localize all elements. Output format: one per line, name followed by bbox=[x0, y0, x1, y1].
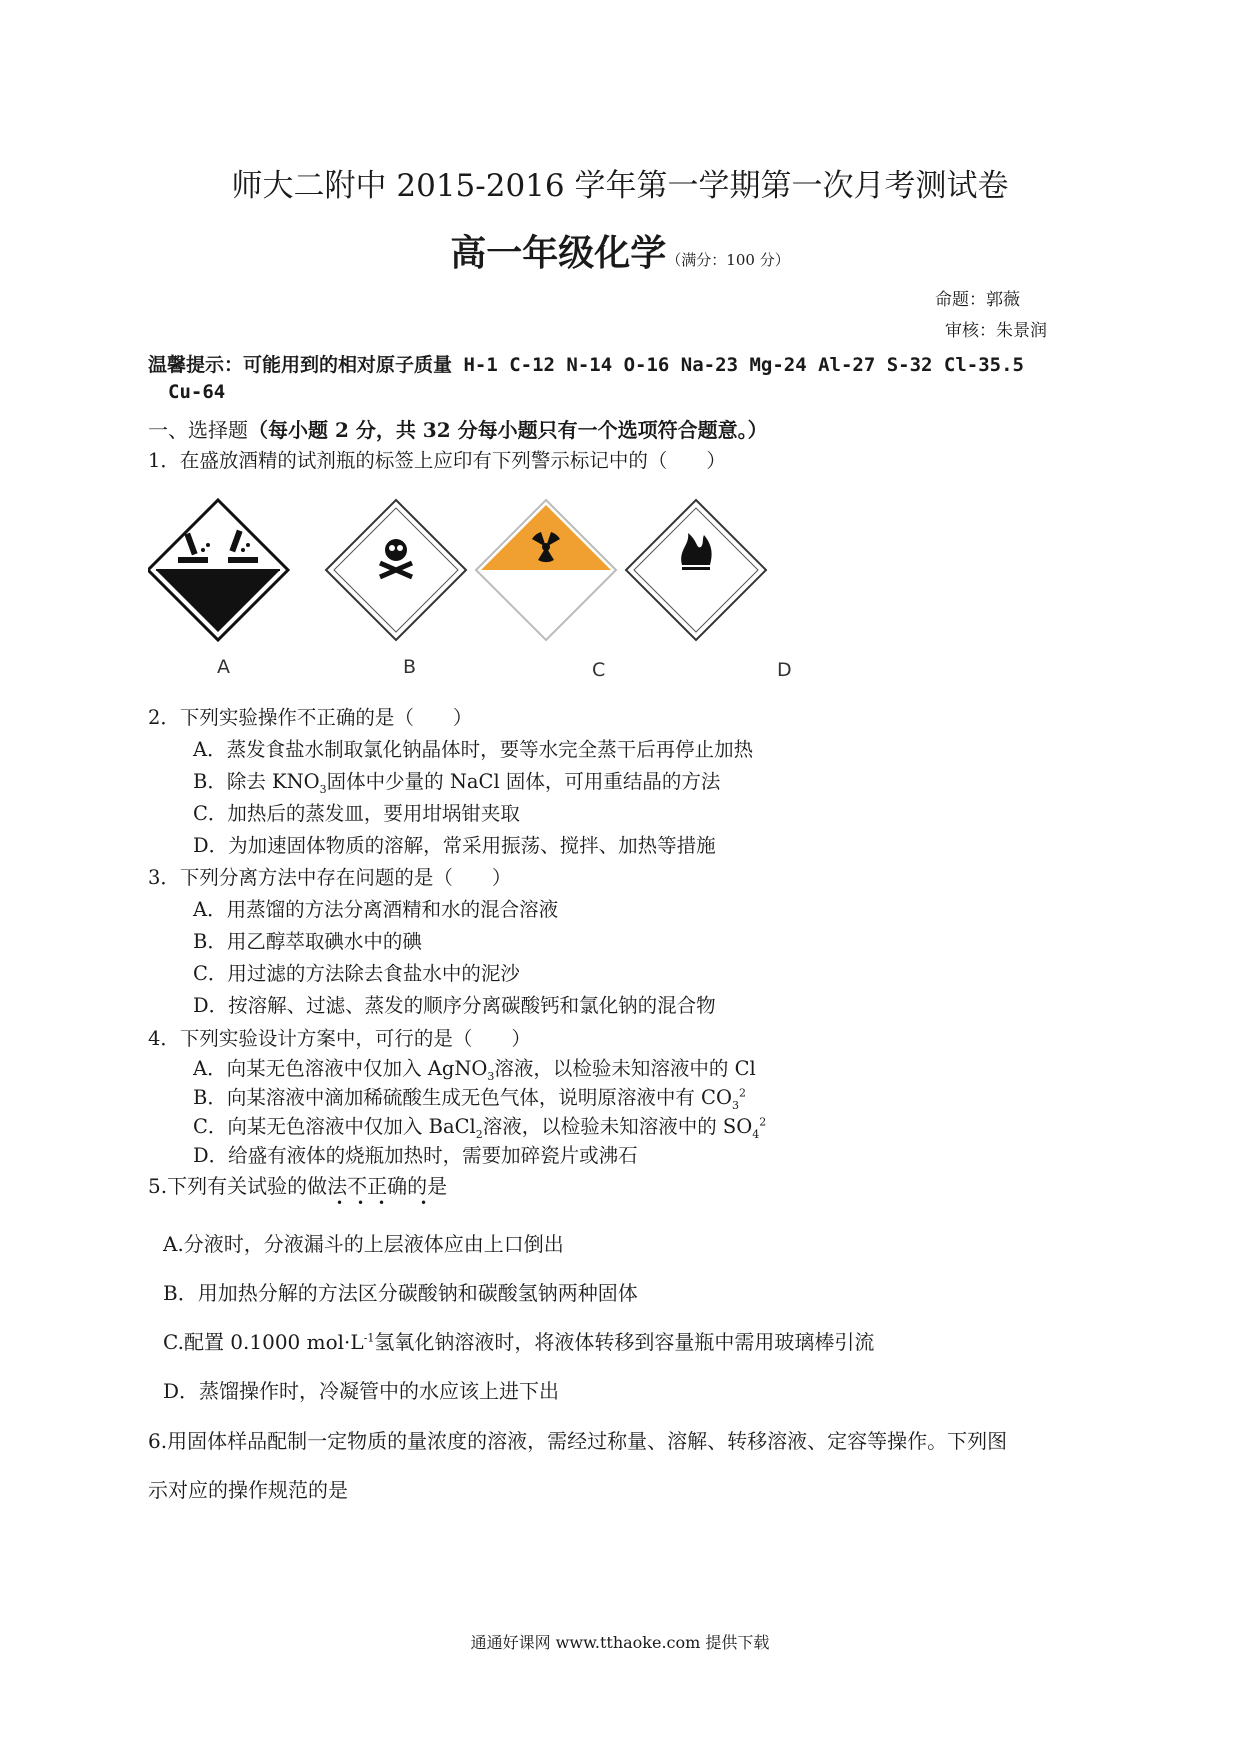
tip-label: 温馨提示：可能用到的相对原子质量 bbox=[148, 354, 453, 376]
author-line: 命题：郭薇 bbox=[935, 290, 1020, 310]
q2-option-a: A．蒸发食盐水制取氯化钠晶体时，要等水完全蒸干后再停止加热 bbox=[193, 738, 754, 761]
hazard-signs bbox=[148, 495, 848, 685]
section-note: （每小题 2 分，共 32 分每小题只有一个选项符合题意。） bbox=[248, 418, 768, 442]
q4-option-b: B．向某溶液中滴加稀硫酸生成无色气体，说明原溶液中有 $CO_3^2$ bbox=[193, 1086, 746, 1112]
q1-stem: 1．在盛放酒精的试剂瓶的标签上应印有下列警示标记中的（ ） bbox=[148, 449, 726, 472]
emphasis-dot: • bbox=[336, 1196, 344, 1210]
q5-option-b: B．用加热分解的方法区分碳酸钠和碳酸氢钠两种固体 bbox=[163, 1281, 638, 1305]
tip-masses-cont: Cu-64 bbox=[168, 381, 226, 403]
q2-option-c: C．加热后的蒸发皿，要用坩埚钳夹取 bbox=[193, 802, 520, 825]
q4-option-a: A．向某无色溶液中仅加入 AgNO$_3$溶液，以检验未知溶液中的 Cl bbox=[193, 1057, 756, 1083]
q6-stem-line1: 6.用固体样品配制一定物质的量浓度的溶液，需经过称量、溶解、转移溶液、定容等操作。下列图 bbox=[148, 1429, 1008, 1453]
q1-label-d: D bbox=[777, 659, 792, 681]
emphasis-dot: • bbox=[420, 1196, 428, 1210]
q5-stem: 5.下列有关试验的做法不正确的是 bbox=[148, 1174, 448, 1198]
q6-stem-line2: 示对应的操作规范的是 bbox=[148, 1478, 348, 1502]
q1-label-c: C bbox=[592, 659, 606, 681]
full-score: （满分：100 分） bbox=[666, 251, 790, 269]
q3-option-d: D．按溶解、过滤、蒸发的顺序分离碳酸钙和氯化钠的混合物 bbox=[193, 994, 716, 1017]
q3-stem: 3．下列分离方法中存在问题的是（ ） bbox=[148, 866, 512, 889]
q4-stem: 4．下列实验设计方案中，可行的是（ ） bbox=[148, 1027, 531, 1050]
q2-option-b: B．除去 $KNO_3$固体中少量的 NaCl 固体，可用重结晶的方法 bbox=[193, 770, 721, 796]
q2-option-d: D．为加速固体物质的溶解，常采用振荡、搅拌、加热等措施 bbox=[193, 834, 716, 857]
q3-option-a: A．用蒸馏的方法分离酒精和水的混合溶液 bbox=[193, 898, 559, 921]
q5-option-d: D．蒸馏操作时，冷凝管中的水应该上进下出 bbox=[163, 1379, 560, 1403]
q4-option-d: D．给盛有液体的烧瓶加热时，需要加碎瓷片或沸石 bbox=[193, 1144, 638, 1167]
reviewer-line: 审核：朱景润 bbox=[945, 321, 1047, 341]
q2-stem: 2．下列实验操作不正确的是（ ） bbox=[148, 706, 473, 729]
toxic-sign bbox=[326, 500, 466, 640]
q5-option-a: A.分液时，分液漏斗的上层液体应由上口倒出 bbox=[163, 1232, 564, 1256]
subject-title: 高一年级化学 bbox=[450, 232, 667, 274]
emphasis-dot: • bbox=[357, 1196, 365, 1210]
q3-option-b: B．用乙醇萃取碘水中的碘 bbox=[193, 930, 422, 953]
q3-option-c: C．用过滤的方法除去食盐水中的泥沙 bbox=[193, 962, 520, 985]
section-title: 一、选择题 bbox=[148, 418, 248, 442]
atomic-mass-tip bbox=[148, 350, 1024, 377]
q1-label-a: A bbox=[217, 656, 230, 678]
q4-option-c: C．向某无色溶液中仅加入 BaCl$_2$溶液，以检验未知溶液中的 $SO_4^2$ bbox=[193, 1115, 767, 1141]
emphasis-dot: • bbox=[378, 1196, 386, 1210]
subtitle-line bbox=[0, 225, 1240, 276]
q5-option-c: C.配置 0.1000 $mol\cdot L^{-1}$氢氧化钠溶液时，将液体转移到容量瓶中需用玻璃棒引流 bbox=[163, 1330, 875, 1354]
download-footer: 通通好课网 www.tthaoke.com 提供下载 bbox=[470, 1633, 770, 1652]
exam-title: 师大二附中 2015-2016 学年第一学期第一次月考测试卷 bbox=[231, 168, 1009, 204]
section-heading bbox=[148, 414, 768, 443]
flammable-sign bbox=[626, 500, 766, 640]
q1-label-b: B bbox=[403, 656, 417, 678]
radioactive-sign bbox=[476, 500, 616, 640]
tip-masses: H-1 C-12 N-14 O-16 Na-23 Mg-24 Al-27 S-32 Cl-35.5 bbox=[463, 354, 1024, 376]
corrosive-sign bbox=[148, 500, 288, 640]
